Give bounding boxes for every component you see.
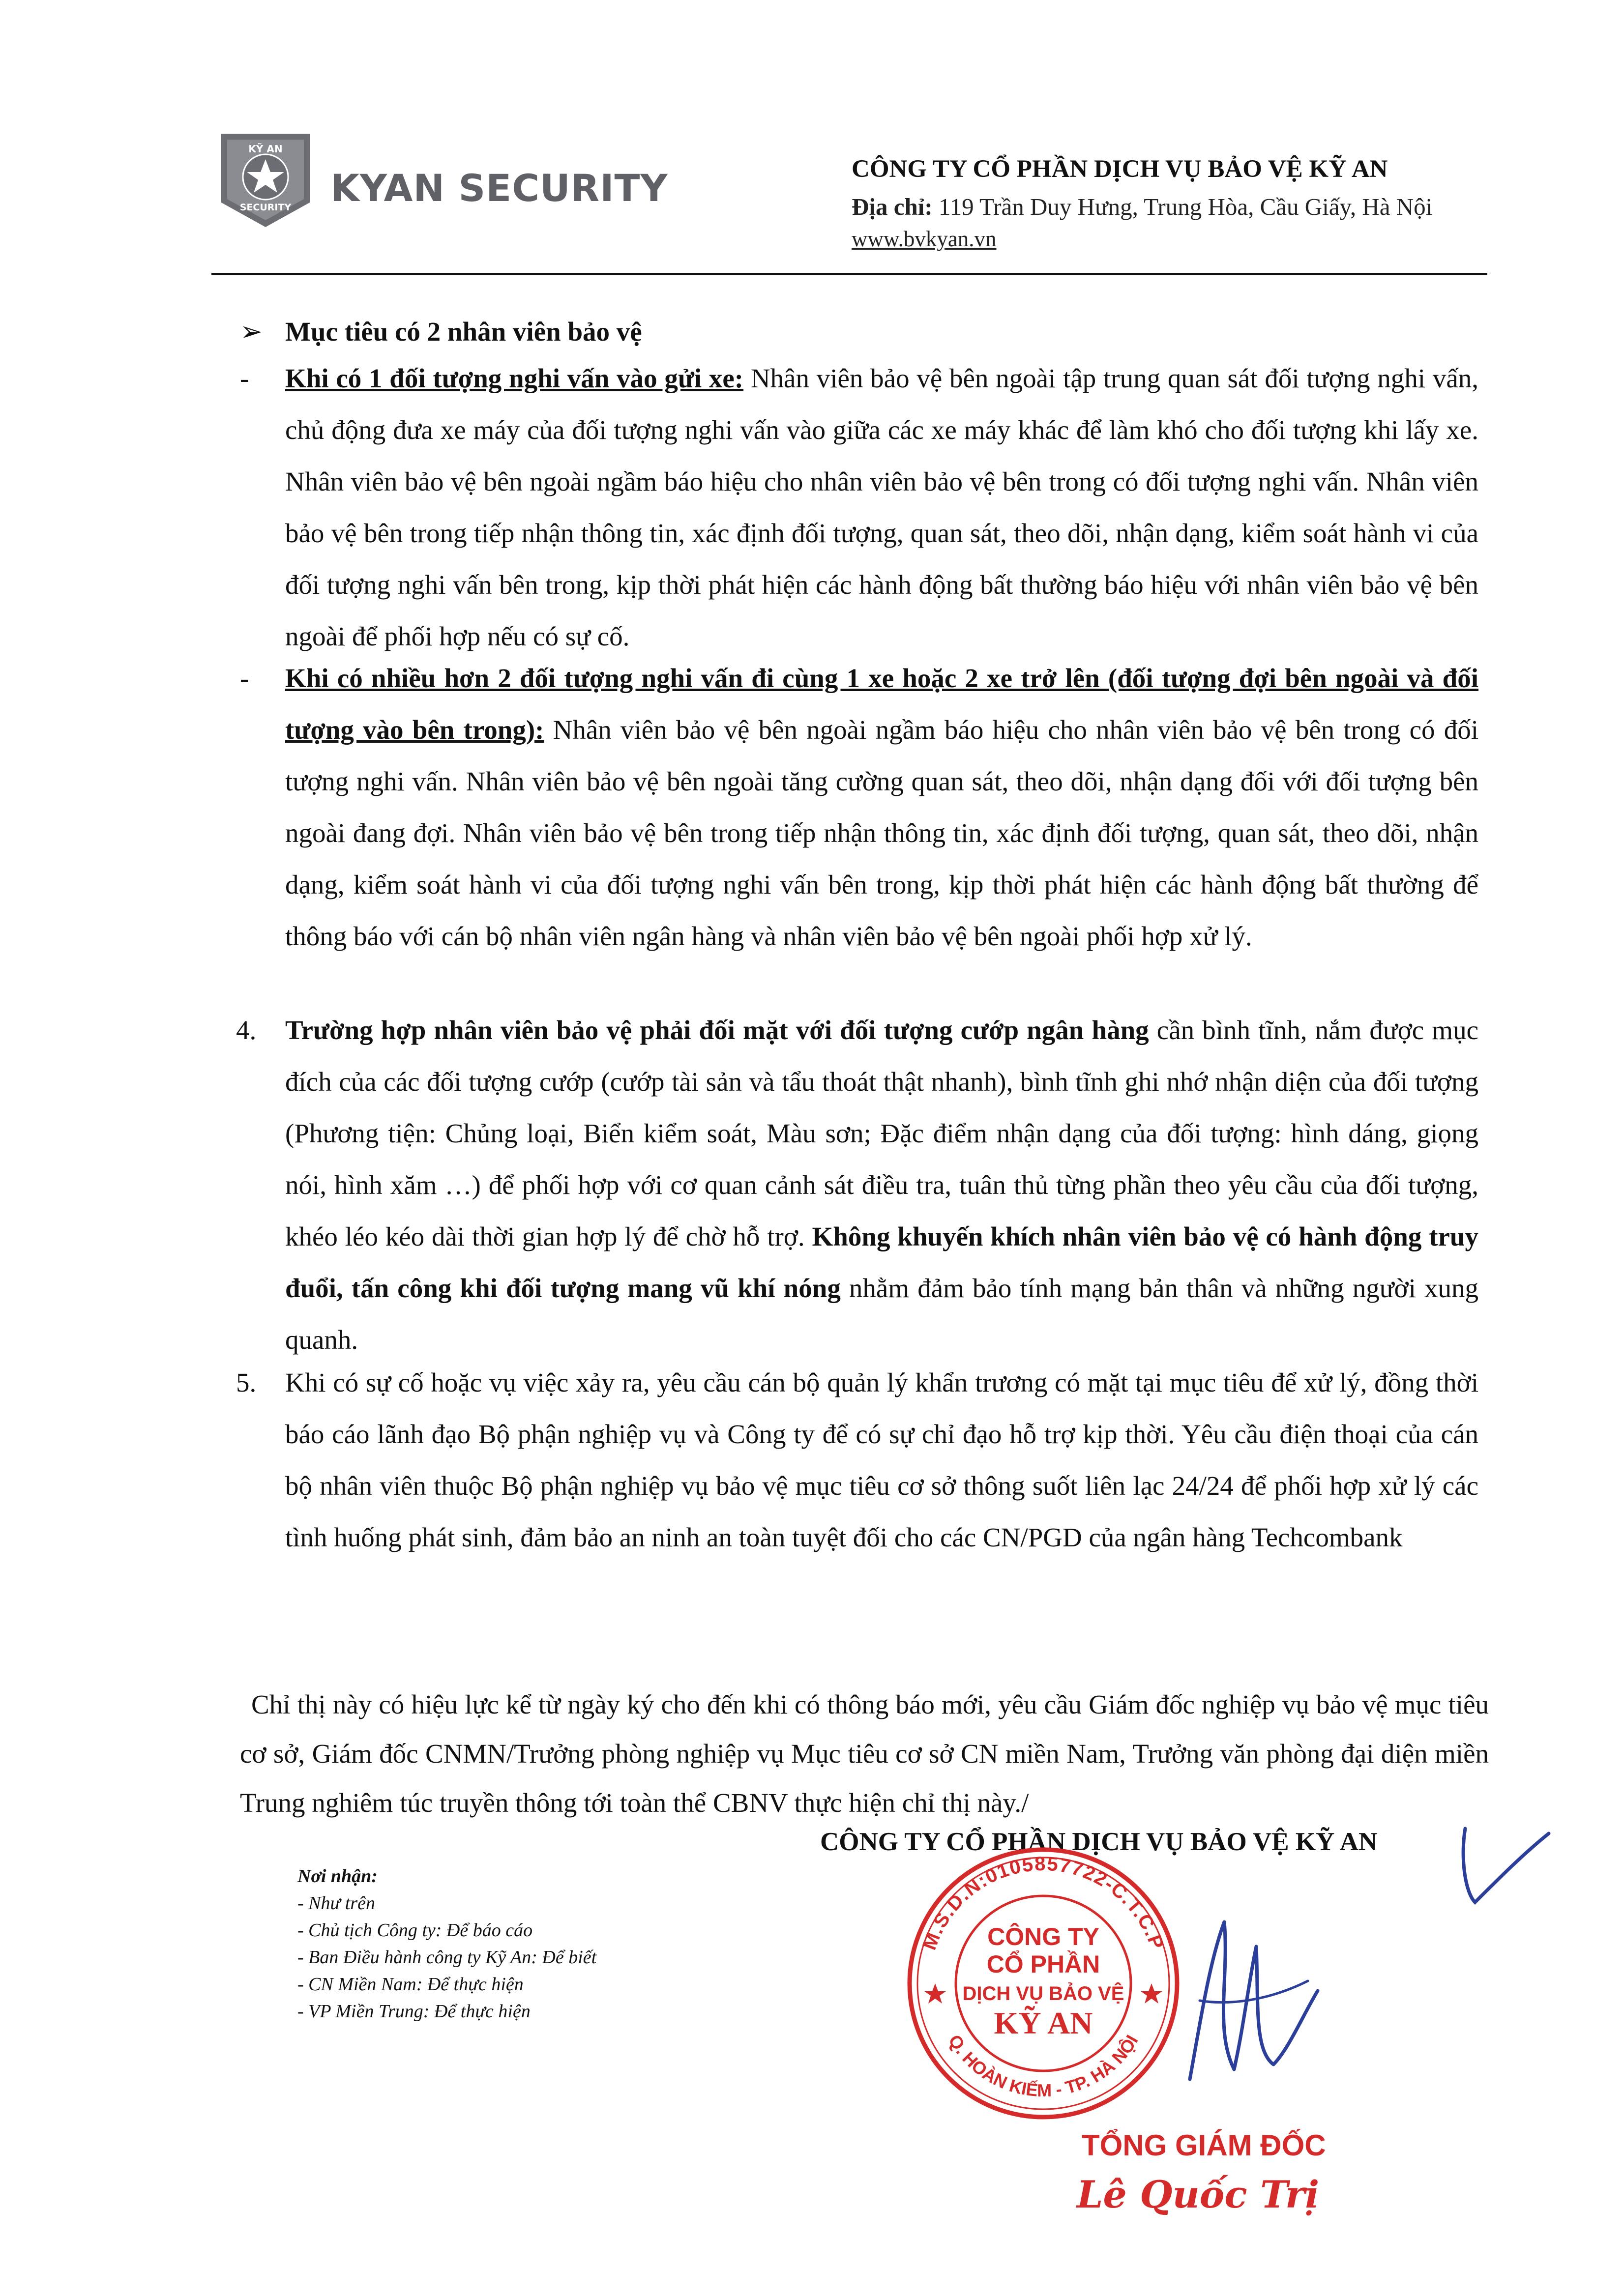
bullet-1-lead: Khi có 1 đối tượng nghi vấn vào gửi xe: (285, 363, 744, 393)
seal-line-2: CỔ PHẦN (986, 1950, 1100, 1978)
bullet-2-text: Nhân viên bảo vệ bên ngoài ngầm báo hiệu cho nhân viên bảo vệ bên trong có đối tượng nghi vấn. Nhân viên bảo vệ bên ngoài tăng cường quan sát, theo dõi, nhận dạng đối với đối tượng bên ngoài đang đợi. Nhân viên bảo vệ bên trong tiếp nhận thông tin, xác định đối tượng, quan sát, theo dõi, nhận dạng, kiểm soát hành vi của đối tượng nghi vấn bên trong, kịp thời phát hiện các hành động bất thường để thông báo với cán bộ nhân viên ngân hàng và nhân viên bảo vệ bên ngoài phối hợp xử lý. (285, 715, 1478, 951)
address-value: 119 Trần Duy Hưng, Trung Hòa, Cầu Giấy, Hà Nội (932, 193, 1433, 220)
bullet-1-text: Nhân viên bảo vệ bên ngoài tập trung quan sát đối tượng nghi vấn, chủ động đưa xe máy của đối tượng nghi vấn vào giữa các xe máy khác để làm khó cho đối tượng khi lấy xe. Nhân viên bảo vệ bên ngoài ngầm báo hiệu cho nhân viên bảo vệ bên trong có đối tượng nghi vấn. Nhân viên bảo vệ bên trong tiếp nhận thông tin, xác định đối tượng, quan sát, theo dõi, nhận dạng, kiểm soát hành vi của đối tượng nghi vấn bên trong, kịp thời phát hiện các hành động bất thường báo hiệu với nhân viên bảo vệ bên ngoài để phối hợp nếu có sự cố. (285, 363, 1479, 651)
logo-wordmark: KYAN SECURITY (330, 166, 668, 210)
company-seal (901, 1841, 1186, 2126)
bullet-item-1 (285, 352, 1478, 662)
company-website-link[interactable]: www.bvkyan.vn (852, 227, 997, 251)
recipient-item: - Như trên (297, 1893, 375, 1914)
logo-bottom-text: SECURITY (239, 202, 292, 213)
seal-star-right (1141, 1983, 1162, 2004)
recipient-item: - CN Miền Nam: Để thực hiện (297, 1974, 524, 1995)
signing-company: CÔNG TY CỔ PHẦN DỊCH VỤ BẢO VỆ KỸ AN (820, 1828, 1378, 1856)
item-4-bold-tail: Không khuyến khích nhân viên bảo vệ có hành động truy đuổi, tấn công khi đối tượng mang vũ khí nóng (285, 1221, 1478, 1303)
closing-text: Chỉ thị này có hiệu lực kể từ ngày ký cho đến khi có thông báo mới, yêu cầu Giám đốc nghiệp vụ bảo vệ mục tiêu cơ sở, Giám đốc CNMN/Trưởng phòng nghiệp vụ Mục tiêu cơ sở CN miền Nam, Trưởng văn phòng đại diện miền Trung nghiêm túc truyền thông tới toàn thể CBNV thực hiện chỉ thị này./ (240, 1689, 1489, 1818)
seal-line-3: DỊCH VỤ BẢO VỆ (962, 1983, 1124, 2005)
seal-star-left (924, 1983, 946, 2004)
bullet-2-lead: Khi có nhiều hơn 2 đối tượng nghi vấn đi cùng 1 xe hoặc 2 xe trở lên (đối tượng đợi bên ngoài và đối tượng vào bên trong): (285, 663, 1478, 745)
recipient-item: - Chủ tịch Công ty: Để báo cáo (297, 1920, 533, 1941)
numbered-item-4 (285, 1004, 1478, 1366)
svg-text:Q. HOÀN KIẾM - TP. HÀ NỘI (945, 2031, 1142, 2100)
item-number-4: 4. (236, 1015, 257, 1045)
seal-line-1: CÔNG TY (987, 1923, 1099, 1950)
seal-ring-top: M.S.D.N:0105857722-C.T.C.P (918, 1853, 1168, 1953)
item-4-text: cần bình tĩnh, nắm được mục đích của các đối tượng cướp (cướp tài sản và tẩu thoát thật nhanh), bình tĩnh ghi nhớ nhận diện của đối tượng (Phương tiện: Chủng loại, Biển kiểm soát, Màu sơn; Đặc điểm nhận dạng của đối tượng: hình dáng, giọng nói, hình xăm …) để phối hợp với cơ quan cảnh sát điều tra, tuân thủ từng phần theo yêu cầu của đối tượng, khéo léo kéo dài thời gian hợp lý để chờ hỗ trợ. (285, 1015, 1478, 1251)
closing-paragraph (240, 1680, 1489, 1828)
company-logo (211, 129, 320, 230)
signer-name: Lê Quốc Trị (1077, 2173, 1320, 2216)
bullet-marker-1: - (240, 363, 249, 393)
recipient-item: - Ban Điều hành công ty Kỹ An: Để biết (297, 1947, 597, 1968)
company-name: CÔNG TY CỔ PHẦN DỊCH VỤ BẢO VỆ KỸ AN (852, 155, 1388, 183)
recipients-title: Nơi nhận: (297, 1866, 378, 1887)
recipients-block (297, 1863, 596, 2025)
section-title: Mục tiêu có 2 nhân viên bảo vệ (285, 317, 642, 347)
numbered-item-5: Khi có sự cố hoặc vụ việc xảy ra, yêu cầu cán bộ quản lý khẩn trương có mặt tại mục tiêu để xử lý, đồng thời báo cáo lãnh đạo Bộ phận nghiệp vụ và Công ty để có sự chỉ đạo hỗ trợ kịp thời. Yêu cầu điện thoại của cán bộ nhân viên thuộc Bộ phận nghiệp vụ bảo vệ mục tiêu cơ sở thông suốt liên lạc 24/24 để phối hợp xử lý các tình huống phát sinh, đảm bảo an ninh an toàn tuyệt đối cho các CN/PGD của ngân hàng Techcombank (285, 1367, 1478, 1552)
item-number-5: 5. (236, 1367, 257, 1397)
initial-check-mark (1455, 1819, 1554, 1907)
item-4-lead: Trường hợp nhân viên bảo vệ phải đối mặt với đối tượng cướp ngân hàng (285, 1015, 1149, 1045)
address-label: Địa chỉ: (852, 193, 933, 220)
company-address (852, 193, 1432, 221)
header-divider (211, 273, 1487, 275)
recipient-item: - VP Miền Trung: Để thực hiện (297, 2001, 531, 2022)
handwritten-signature (1170, 1902, 1328, 2089)
seal-ring-bottom: Q. HOÀN KIẾM - TP. HÀ NỘI (945, 2031, 1142, 2101)
signer-title: TỔNG GIÁM ĐỐC (1082, 2129, 1326, 2162)
bullet-marker-2: - (240, 663, 249, 693)
section-marker: ➢ (240, 317, 263, 347)
seal-line-4: KỸ AN (994, 2005, 1093, 2040)
logo-top-text: KỸ AN (248, 143, 283, 155)
item-4-end: nhằm đảm bảo tính mạng bản thân và những người xung quanh. (285, 1273, 1478, 1355)
bullet-item-2 (285, 652, 1478, 962)
